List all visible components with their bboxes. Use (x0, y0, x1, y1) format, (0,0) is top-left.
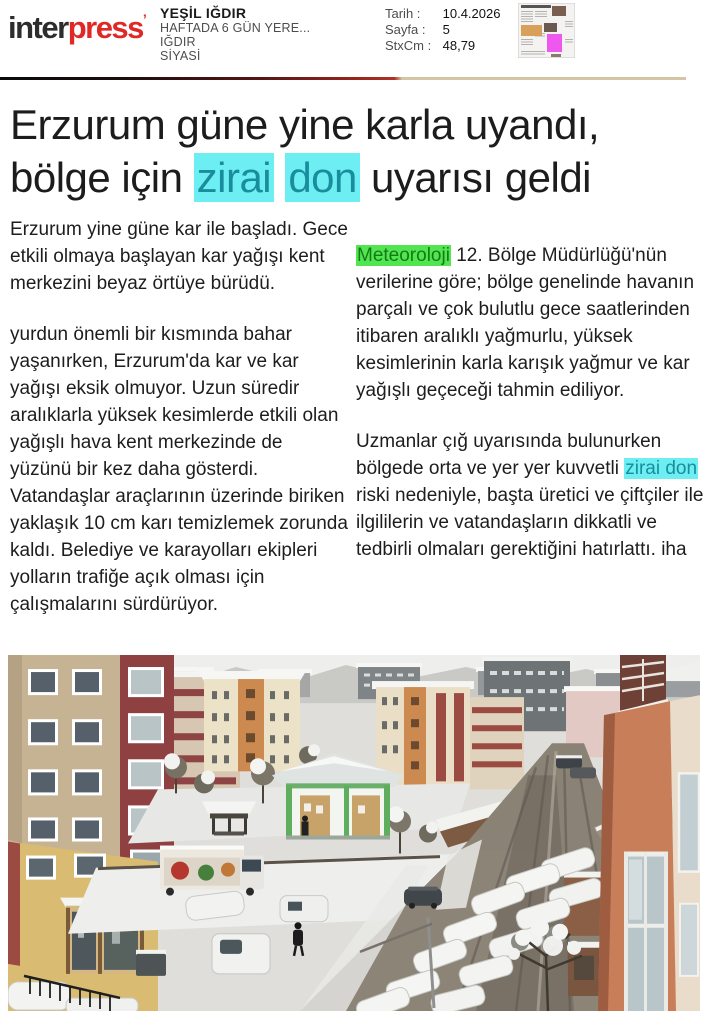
newspaper-page-thumbnail (518, 3, 575, 58)
paragraph-2: yurdun önemli bir kısmında bahar yaşanırken, Erzurum'da kar ve kar yağışı eksik olmuyor. Uzun süredir aralıklarla yüksek kesimlerde etkili olan yağışlı hava kent merkezinde de yüzünü bir kez daha gösterdi. Vatandaşlar araçlarının üzerinde biriken yaklaşık 10 cm karı temizlemek zorunda kaldı. Belediye ve karayolları ekipleri yolların trafiğe açık olması için çalışmalarını sürdürüyor. (10, 324, 348, 615)
thumbnail-photo-4 (551, 54, 561, 57)
meta-stxcm-value: 48,79 (442, 38, 476, 53)
meta-stxcm-row (385, 38, 500, 54)
publication-info (160, 6, 310, 63)
thumbnail-graphic (518, 3, 575, 58)
meta-page-row (385, 22, 500, 38)
thumbnail-photo-3 (544, 23, 557, 32)
publication-city: IĞDIR (160, 35, 196, 49)
meta-date-label: Tarih : (385, 6, 421, 21)
logo-trademark: ’ (142, 11, 146, 27)
headline-keyword-don: don (285, 153, 360, 202)
keyword-meteoroloji: Meteoroloji (357, 245, 450, 266)
publication-name: YEŞİL IĞDIR (160, 5, 247, 21)
separator-bar (0, 77, 686, 80)
paragraph-4 (356, 428, 704, 563)
thumbnail-clip-highlight (547, 34, 562, 52)
keyword-zirai-don: zirai don (625, 458, 698, 479)
article-photo (8, 655, 700, 1011)
clip-header (0, 0, 710, 77)
meta-page-label: Sayfa : (385, 22, 426, 37)
thumbnail-photo-1 (552, 6, 566, 16)
headline-line1: Erzurum güne yine karla uyandı, (10, 101, 600, 148)
paragraph-3 (356, 242, 704, 404)
publication-category: SİYASİ (160, 49, 201, 63)
person-by-building (302, 815, 309, 835)
paragraph-4-post: riski nedeniyle, başta üretici ve çiftçiler ile ilgililerin ve vatandaşların dikkatli ve tedbirli olmaları gerektiğini hatırlattı. iha (356, 485, 704, 560)
meta-stxcm-label: StxCm : (385, 38, 432, 53)
logo-part-press: press (67, 10, 143, 45)
article-column-right (356, 216, 704, 642)
paragraph-4-pre: Uzmanlar çığ uyarısında bulunurken bölgede orta ve yer yer kuvvetli (356, 431, 662, 479)
headline-keyword-space (274, 153, 285, 202)
article-column-left (10, 216, 348, 642)
logo-part-inter: inter (8, 10, 68, 45)
headline-line2-post: uyarısı geldi (359, 154, 592, 201)
paragraph-3-rest: 12. Bölge Müdürlüğü'nün verilerine göre; bölge genelinde havanın parçalı ve çok bulutlu gece saatlerinden itibaren aralıklı yağmurlu, yüksek kesimlerinin karla karışık yağmur ve kar yağışlı geçeceği tahmin ediliyor. (356, 245, 695, 401)
headline-keyword-zirai: zirai (194, 153, 275, 202)
headline-line2-pre: bölge için (10, 154, 194, 201)
interpress-logo (8, 12, 145, 43)
meta-date-row (385, 6, 500, 22)
snow-street-scene (8, 655, 700, 1011)
article-headline (10, 98, 702, 204)
paragraph-1: Erzurum yine güne kar ile başladı. Gece etkili olmaya başlayan kar yağışı kent merkezini beyaz örtüye bürüdü. (10, 219, 348, 294)
clip-meta (385, 6, 500, 54)
meta-date-value: 10.4.2026 (442, 6, 501, 21)
article-body (10, 216, 704, 642)
thumbnail-photo-2 (521, 25, 542, 36)
road-vehicles (404, 887, 442, 909)
meta-page-value: 5 (442, 22, 450, 37)
publication-frequency: HAFTADA 6 GÜN YERE... (160, 21, 311, 35)
